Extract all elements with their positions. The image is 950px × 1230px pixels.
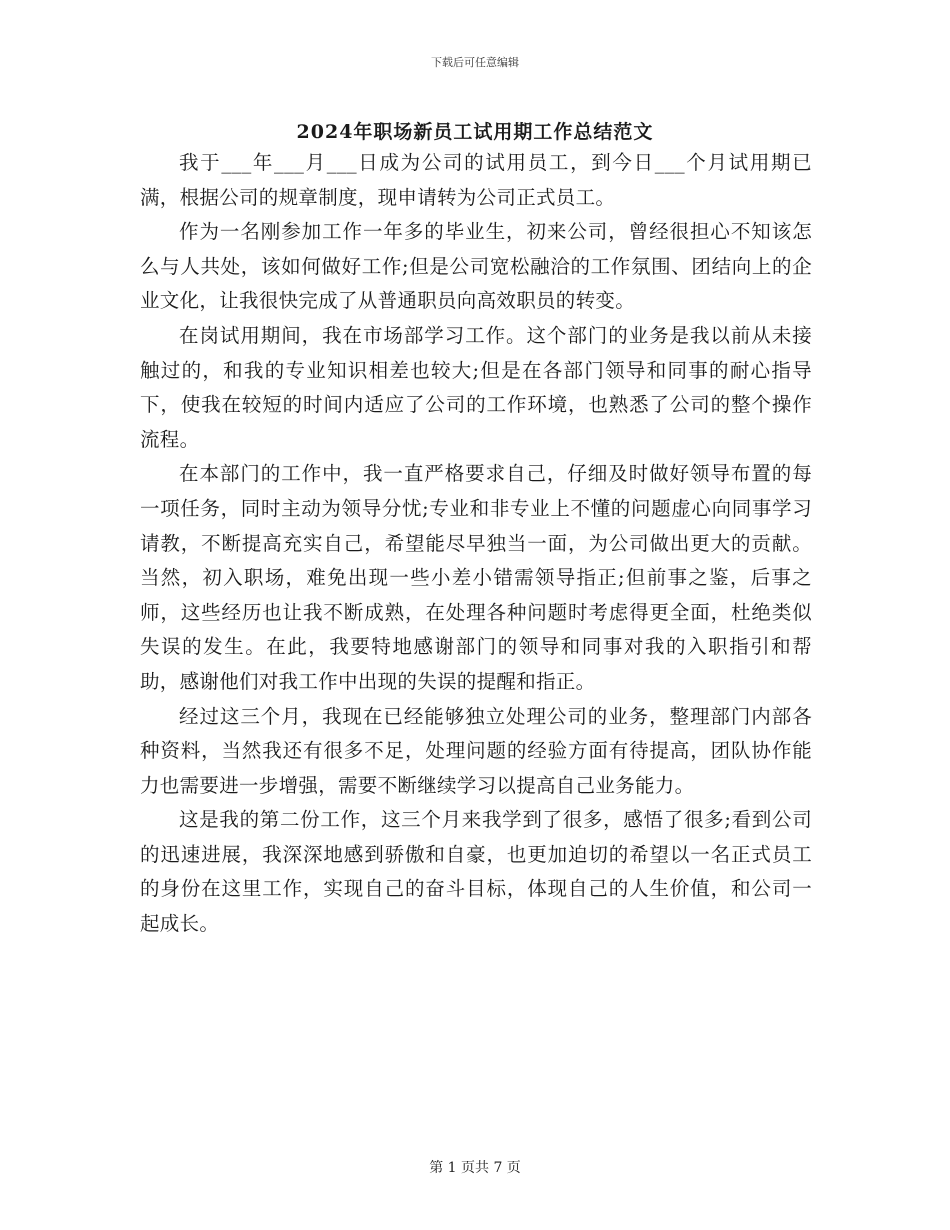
- paragraph: 在本部门的工作中，我一直严格要求自己，仔细及时做好领导布置的每一项任务，同时主动为领导分忧;专业和非专业上不懂的问题虚心向同事学习请教，不断提高充实自己，希望能尽早独当一面，为公司做出更大的贡献。当然，初入职场，难免出现一些小差小错需领导指正;但前事之鉴，后事之师，这些经历也让我不断成熟，在处理各种问题时考虑得更全面，杜绝类似失误的发生。在此，我要特地感谢部门的领导和同事对我的入职指引和帮助，感谢他们对我工作中出现的失误的提醒和指正。: [140, 462, 812, 693]
- paragraph: 作为一名刚参加工作一年多的毕业生，初来公司，曾经很担心不知该怎么与人共处，该如何做好工作;但是公司宽松融洽的工作氛围、团结向上的企业文化，让我很快完成了从普通职员向高效职员的转变。: [140, 220, 812, 313]
- page-footer: 第 1 页共 7 页: [429, 1160, 521, 1176]
- paragraph: 经过这三个月，我现在已经能够独立处理公司的业务，整理部门内部各种资料，当然我还有很多不足，处理问题的经验方面有待提高，团队协作能力也需要进一步增强，需要不断继续学习以提高自己业务能力。: [140, 704, 812, 797]
- header-note: 下载后可任意编辑: [431, 56, 519, 69]
- paragraph: 这是我的第二份工作，这三个月来我学到了很多，感悟了很多;看到公司的迅速进展，我深深地感到骄傲和自豪，也更加迫切的希望以一名正式员工的身份在这里工作，实现自己的奋斗目标，体现自己的人生价值，和公司一起成长。: [140, 808, 812, 936]
- document-title: 2024年职场新员工试用期工作总结范文: [296, 121, 654, 143]
- paragraph: 我于___年___月___日成为公司的试用员工，到今日___个月试用期已满，根据公司的规章制度，现申请转为公司正式员工。: [140, 151, 812, 209]
- document-body: [140, 146, 812, 942]
- paragraph: 在岗试用期间，我在市场部学习工作。这个部门的业务是我以前从未接触过的，和我的专业知识相差也较大;但是在各部门领导和同事的耐心指导下，使我在较短的时间内适应了公司的工作环境，也熟悉了公司的整个操作流程。: [140, 323, 812, 451]
